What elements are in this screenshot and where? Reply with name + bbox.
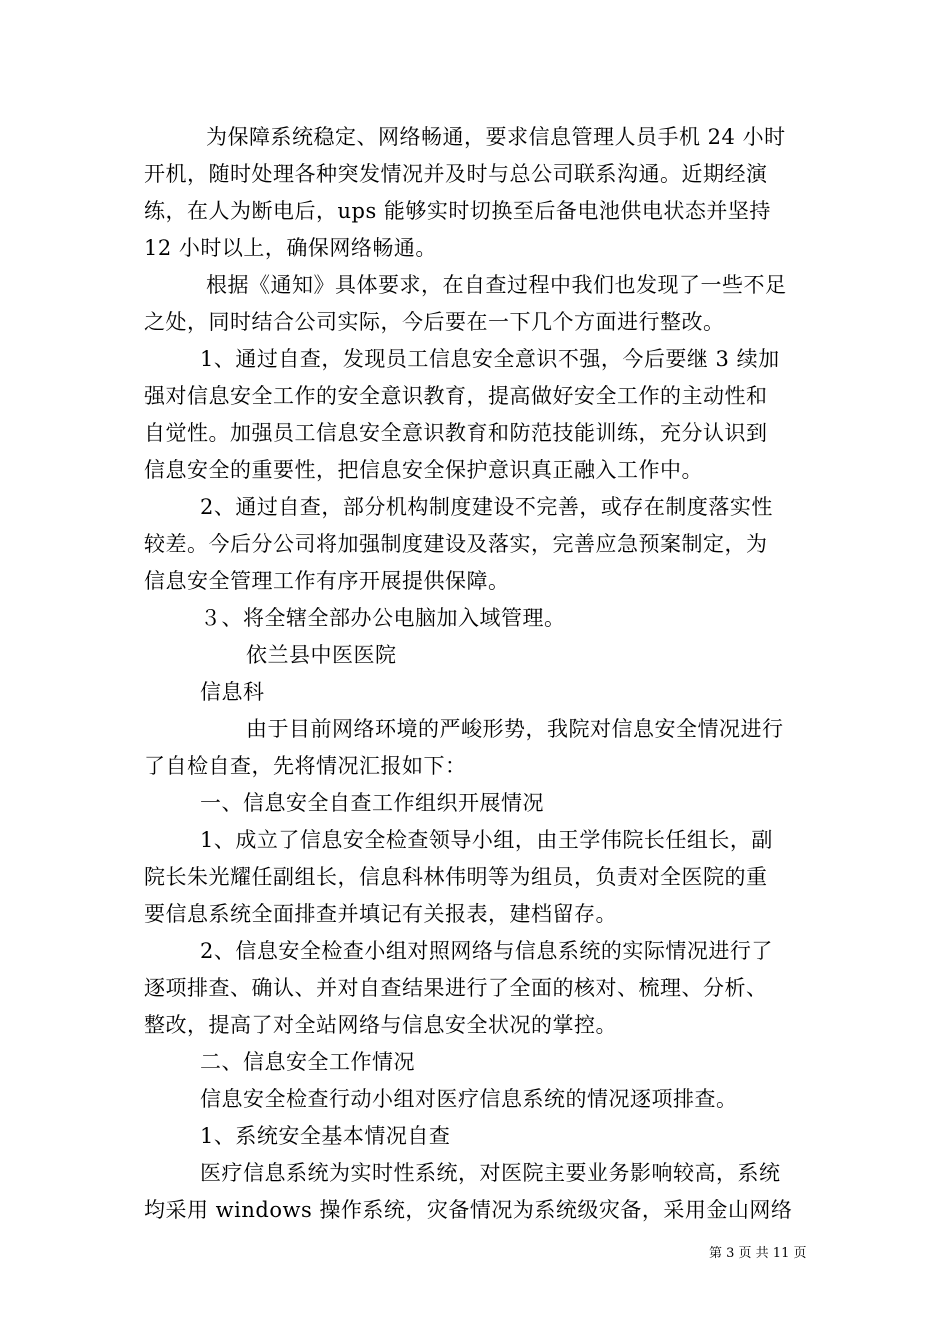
text-line: 信息安全检查行动小组对医疗信息系统的情况逐项排查。 [200,1087,738,1111]
text-line: 之处，同时结合公司实际，今后要在一下几个方面进行整改。 [144,310,725,334]
text-line: 信息安全管理工作有序开展提供保障。 [144,569,510,593]
text-line: 了自检自查，先将情况汇报如下： [144,754,467,778]
text-line: ３、将全辖全部办公电脑加入域管理。 [200,606,566,630]
text-line: 强对信息安全工作的安全意识教育，提高做好安全工作的主动性和 [144,384,768,408]
text-line: 开机，随时处理各种突发情况并及时与总公司联系沟通。近期经演 [144,162,768,186]
text-line: 根据《通知》具体要求，在自查过程中我们也发现了一些不足 [206,273,787,297]
text-line: 逐项排查、确认、并对自查结果进行了全面的核对、梳理、分析、 [144,976,768,1000]
text-line: 2、信息安全检查小组对照网络与信息系统的实际情况进行了 [200,939,773,963]
text-line: 较差。今后分公司将加强制度建设及落实，完善应急预案制定，为 [144,532,768,556]
text-line: 练，在人为断电后，ups 能够实时切换至后备电池供电状态并坚持 [144,199,771,223]
department-name: 信息科 [200,680,265,704]
section-heading: 二、信息安全工作情况 [200,1050,415,1074]
text-line: 由于目前网络环境的严峻形势，我院对信息安全情况进行 [246,717,784,741]
text-line: 整改，提高了对全站网络与信息安全状况的掌控。 [144,1013,617,1037]
page-number-footer: 第 3 页 共 11 页 [709,1246,807,1261]
text-line: 2、通过自查，部分机构制度建设不完善，或存在制度落实性 [200,495,773,519]
text-line: 医疗信息系统为实时性系统，对医院主要业务影响较高，系统 [200,1161,781,1185]
text-line: 均采用 windows 操作系统，灾备情况为系统级灾备，采用金山网络 [144,1198,793,1222]
text-line: 1、通过自查，发现员工信息安全意识不强，今后要继 3 续加 [200,347,780,371]
text-line: 12 小时以上，确保网络畅通。 [144,236,437,260]
text-line: 1、成立了信息安全检查领导小组，由王学伟院长任组长，副 [200,828,773,852]
text-line: 为保障系统稳定、网络畅通，要求信息管理人员手机 24 小时 [206,125,786,149]
subsection-heading: 1、系统安全基本情况自查 [200,1124,451,1148]
text-line: 自觉性。加强员工信息安全意识教育和防范技能训练，充分认识到 [144,421,768,445]
hospital-name: 依兰县中医医院 [246,643,397,667]
text-line: 要信息系统全面排查并填记有关报表，建档留存。 [144,902,617,926]
section-heading: 一、信息安全自查工作组织开展情况 [200,791,544,815]
text-line: 院长朱光耀任副组长，信息科林伟明等为组员，负责对全医院的重 [144,865,768,889]
text-line: 信息安全的重要性，把信息安全保护意识真正融入工作中。 [144,458,703,482]
